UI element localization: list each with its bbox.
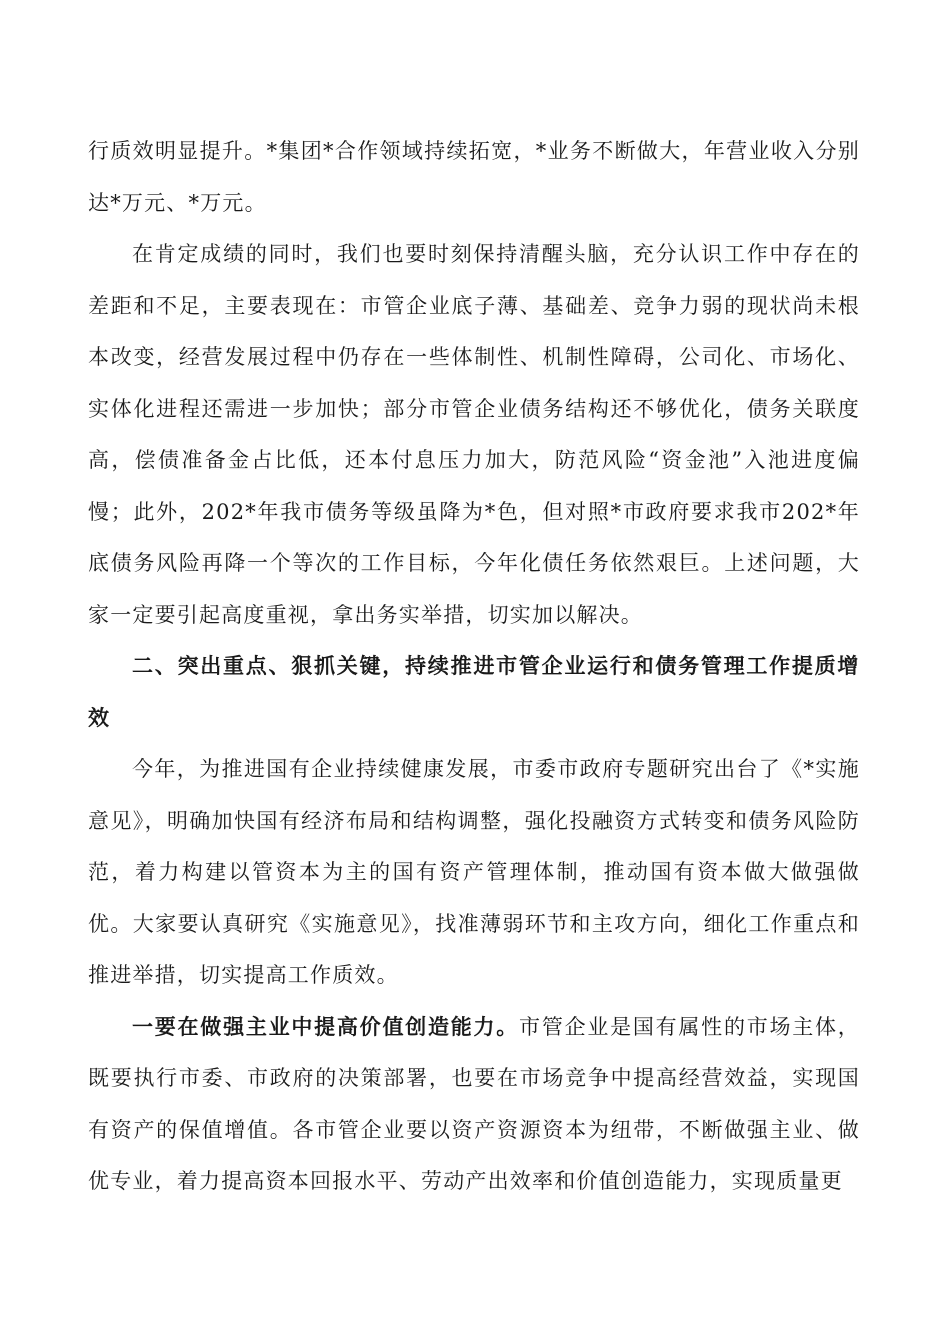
section-heading-2: 二、突出重点、狠抓关键，持续推进市管企业运行和债务管理工作提质增效 xyxy=(88,654,860,730)
paragraph-strengthen-main-business xyxy=(88,1002,860,1208)
paragraph-shortcomings: 在肯定成绩的同时，我们也要时刻保持清醒头脑，充分认识工作中存在的差距和不足，主要表现在：市管企业底子薄、基础差、竞争力弱的现状尚未根本改变，经营发展过程中仍存在一些体制性、机制性障碍，公司化、市场化、实体化进程还需进一步加快；部分市管企业债务结构还不够优化，债务关联度高，偿债准备金占比低，还本付息压力加大，防范风险“资金池”入池进度偏慢；此外，202*年我市债务等级虽降为*色，但对照*市政府要求我市202*年底债务风险再降一个等次的工作目标，今年化债任务依然艰巨。上述问题，大家一定要引起高度重视，拿出务实举措，切实加以解决。 xyxy=(88,242,860,627)
paragraph-body-text: 市管企业是国有属性的市场主体，既要执行市委、市政府的决策部署，也要在市场竞争中提高经营效益，实现国有资产的保值增值。各市管企业要以资产资源资本为纽带，不断做强主业、做优专业，着力提高资本回报水平、劳动产出效率和价值创造能力，实现质量更 xyxy=(88,1014,860,1193)
paragraph-implementation-opinions: 今年，为推进国有企业持续健康发展，市委市政府专题研究出台了《*实施意见》，明确加快国有经济布局和结构调整，强化投融资方式转变和债务风险防范，着力构建以管资本为主的国有资产管理体制，推动国有资本做大做强做优。大家要认真研究《实施意见》，找准薄弱环节和主攻方向，细化工作重点和推进举措，切实提高工作质效。 xyxy=(88,757,860,987)
paragraph-lead-sentence: 一要在做强主业中提高价值创造能力。 xyxy=(132,1014,520,1039)
document-body xyxy=(88,126,860,1208)
paragraph-continued: 行质效明显提升。*集团*合作领域持续拓宽，*业务不断做大，年营业收入分别达*万元、*万元。 xyxy=(88,139,860,215)
